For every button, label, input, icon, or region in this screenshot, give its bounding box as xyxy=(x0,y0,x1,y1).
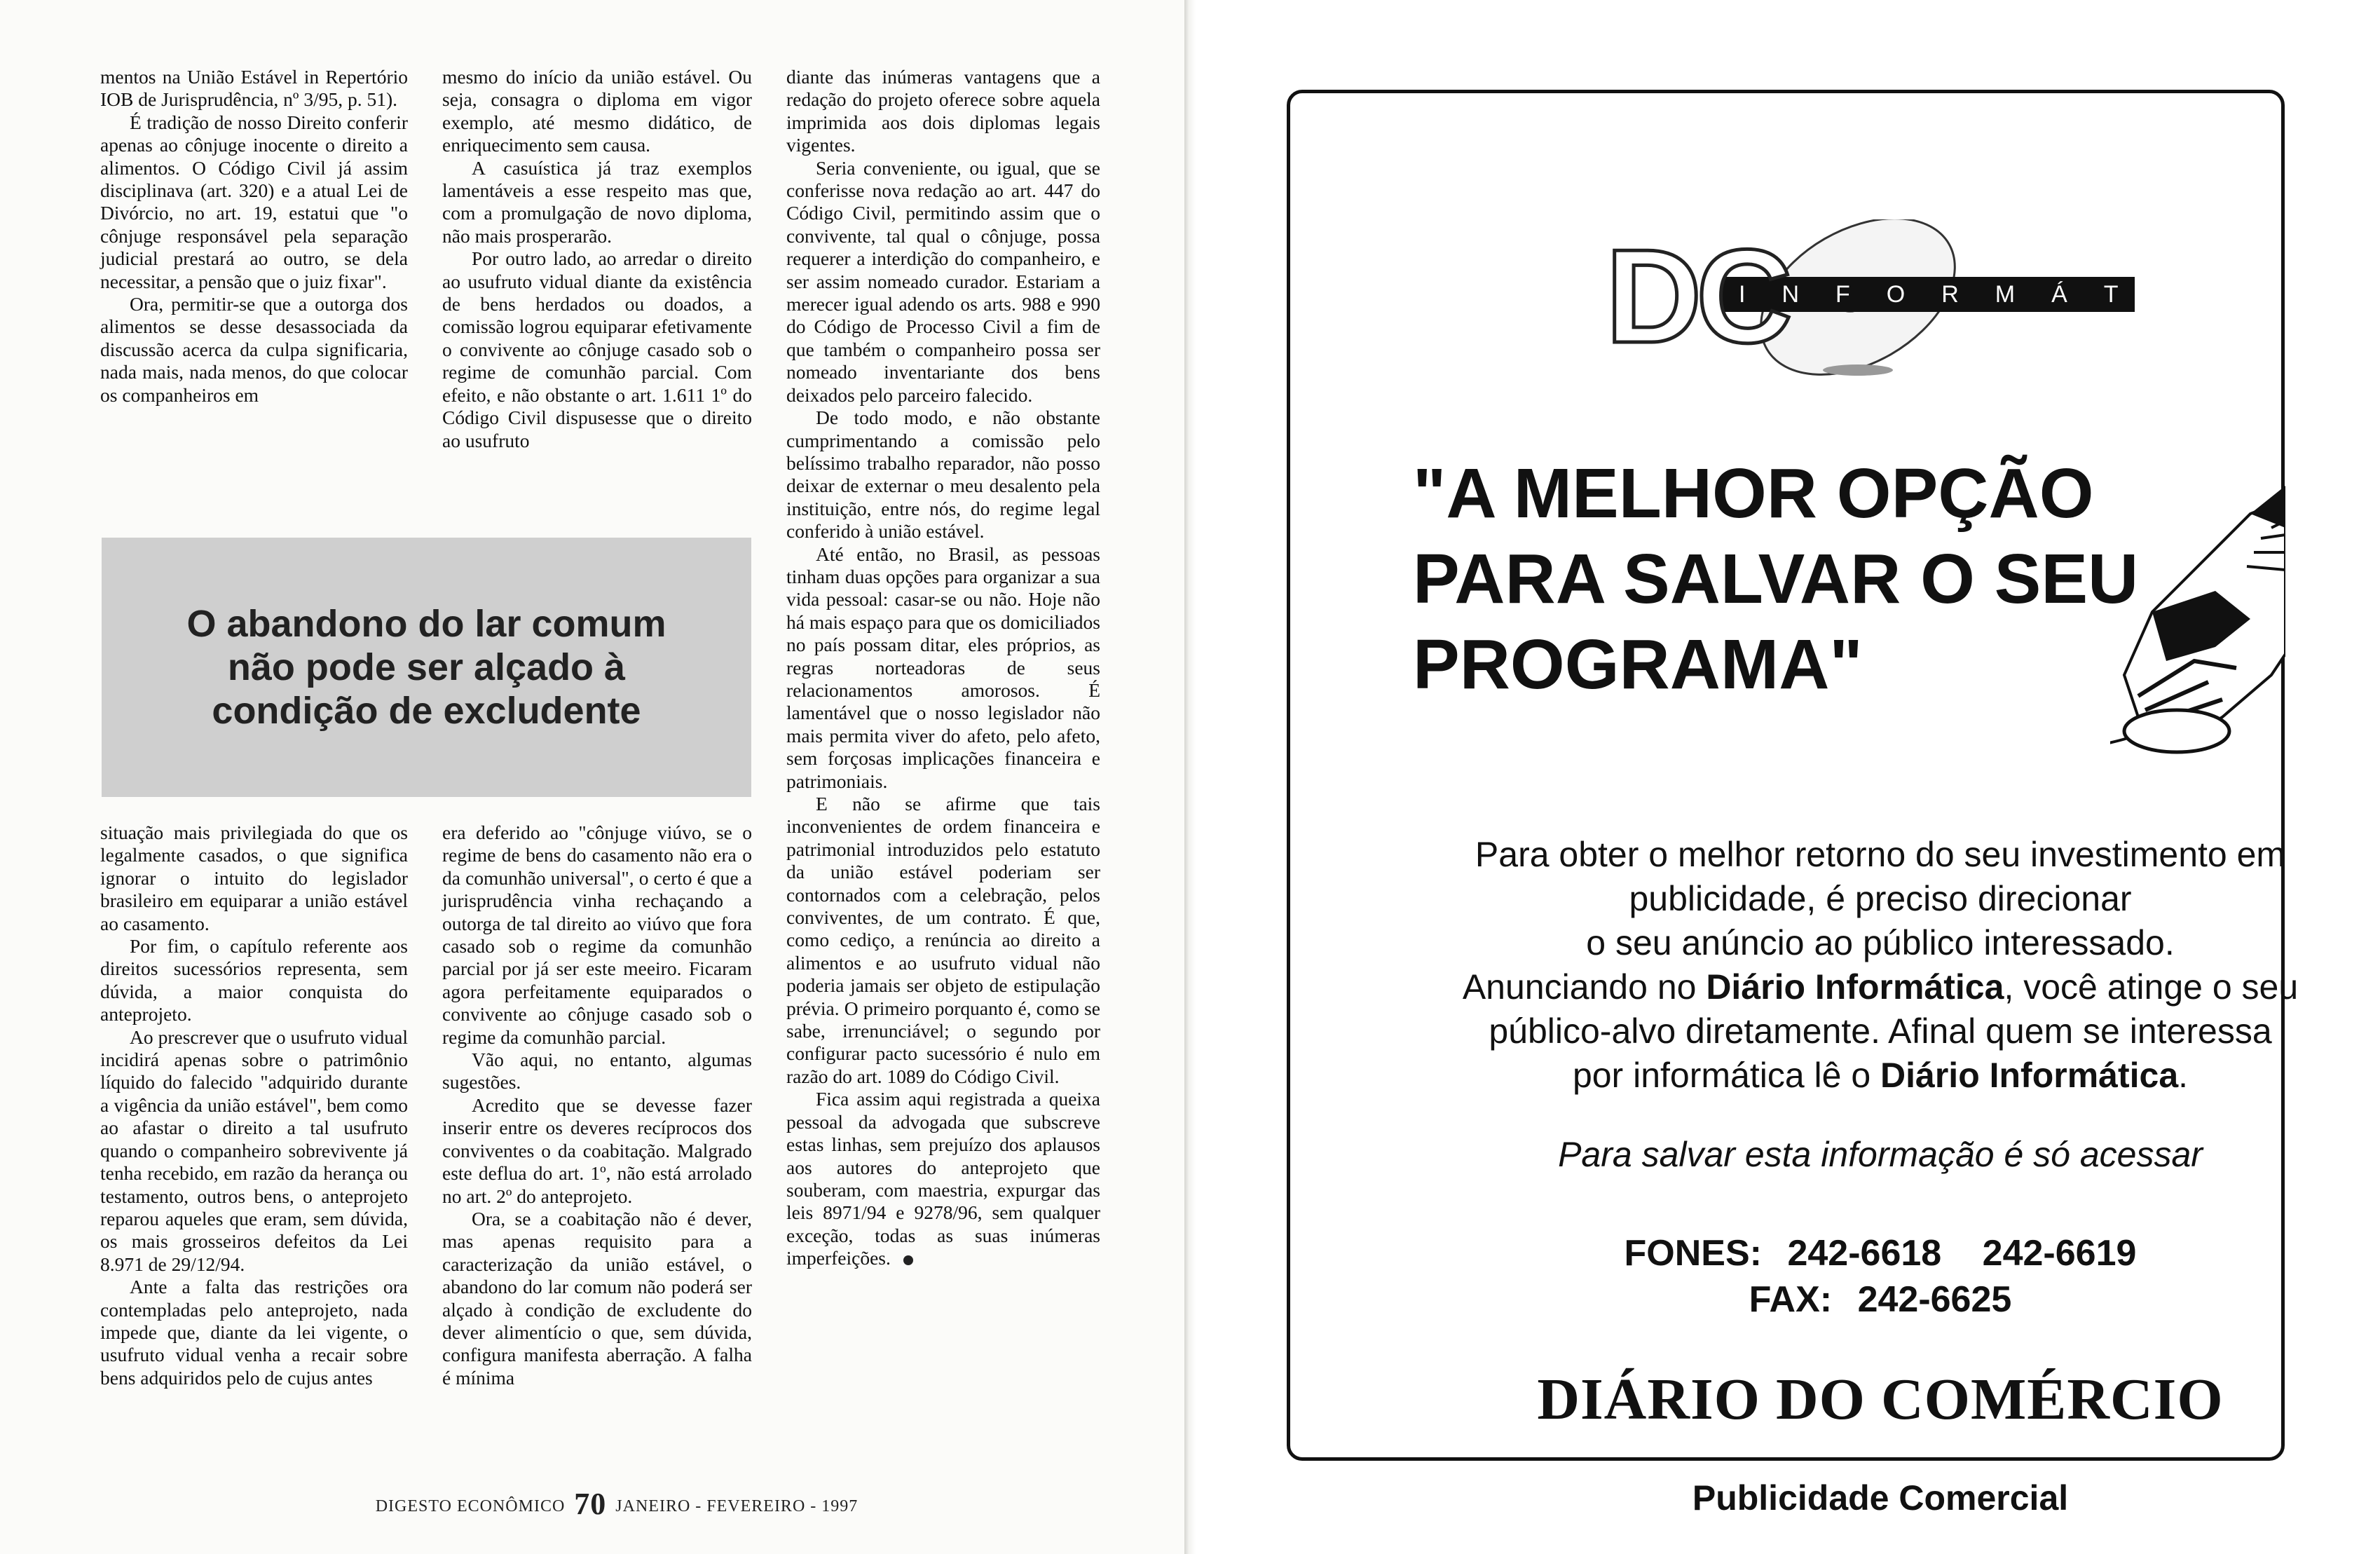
article-page xyxy=(0,0,1184,1554)
article-paragraph: era deferido ao "cônjuge viúvo, se o regime de bens do casamento não era o da comunhão universal", o certo é que a jurisprudência vinha rechaçando a outorga de tal direito ao viúvo que fora casado sob o regime da comunhão parcial por já ser este meeiro. Ficaram agora perfeitamente equiparados o convivente ao cônjuge casado sob o regime da comunhão parcial. xyxy=(442,822,752,1048)
footer-publication: DIGESTO ECONÔMICO xyxy=(375,1497,566,1515)
contact-phones xyxy=(1395,1230,2365,1323)
pull-quote-box xyxy=(102,538,751,797)
ad-body-text: por informática lê o xyxy=(1572,1056,1881,1095)
ad-body-line: publicidade, é preciso direcionar xyxy=(1629,879,2132,918)
ad-body-line: público-alvo diretamente. Afinal quem se interessa xyxy=(1489,1011,2272,1051)
diario-do-comercio-logo: DIÁRIO DO COMÉRCIO xyxy=(1537,1367,2224,1432)
article-paragraph: Ora, permitir-se que a outorga dos alimentos se desse desassociada da discussão acerca da culpa significaria, nada mais, nada menos, do que colocar os companheiros em xyxy=(100,293,408,406)
article-paragraph: Ante a falta das restrições ora contempladas pelo anteprojeto, nada impede que, diante da lei vigente, o usufruto vidual venha a recair sobre bens adquiridos pelo de cujus antes xyxy=(100,1276,408,1389)
page-number: 70 xyxy=(574,1487,607,1521)
article-paragraph: É tradição de nosso Direito conferir apenas ao cônjuge inocente o direito a alimentos. O Código Civil já assim disciplinava (art. 320) e a atual Lei de Divórcio, no art. 19, estatui que "o cônjuge responsável pela separação judicial prestará ao outro, se dela necessitar, a pensão que o juiz fixar". xyxy=(100,111,408,292)
ad-body-line xyxy=(1395,1054,2365,1098)
article-paragraph: Ora, se a coabitação não é dever, mas apenas requisito para a caracterização da união estável, o abandono do lar comum não poderá ser alçado à condição de excludente do dever alimentício o que, sem dúvida, configura manifesta aberração. A falha é mínima xyxy=(442,1207,752,1389)
article-paragraph: Até então, no Brasil, as pessoas tinham duas opções para organizar a sua vida pessoal: casar-se ou não. Hoje não há mais espaço para que os domiciliados no país possam ditar, eles próprios, as regras norteadoras de seus relacionamentos amorosos. É lamentável que o nosso legislador não mais permita viver do afeto, pelo afeto, sem forçosas implicações financeira e patrimoniais. xyxy=(786,543,1100,792)
phones-line xyxy=(1395,1230,2365,1276)
ad-body-text: Anunciando no xyxy=(1462,967,1707,1007)
logo-band-text: INFORMÁTICA xyxy=(1739,280,2304,308)
article-paragraph: situação mais privilegiada do que os legalmente casados, o que significa ignorar o intuito do legislador brasileiro em equiparar a união estável ao casamento. xyxy=(100,822,408,934)
article-paragraph: Por fim, o capítulo referente aos direitos sucessórios representa, sem dúvida, a maior conquista do anteprojeto. xyxy=(100,935,408,1025)
article-paragraph: diante das inúmeras vantagens que a redação do projeto oferece sobre aquela imprimida aos dois diplomas legais vigentes. xyxy=(786,66,1100,156)
ad-body xyxy=(1395,833,2365,1098)
phones-label: FONES: xyxy=(1624,1233,1762,1274)
phone-number: 242-6619 xyxy=(1982,1233,2137,1274)
page-footer xyxy=(350,1486,883,1522)
ad-headline: "A MELHOR OPÇÃO PARA SALVAR O SEU PROGRAMA" xyxy=(1413,454,2139,704)
article-paragraph: Por outro lado, ao arredar o direito ao usufruto vidual diante da existência de bens herdados ou doados, a comissão logrou equiparar efetivamente o convivente ao cônjuge casado sob o regime de comunhão parcial. Com efeito, e não obstante o art. 1.611 1º do Código Civil dispusesse que o direito ao usufruto xyxy=(442,247,752,451)
article-paragraph: A casuística já traz exemplos lamentáveis a esse respeito mas que, com a promulgação de novo diploma, não mais prosperarão. xyxy=(442,156,752,247)
hand-on-mouse-icon xyxy=(2110,486,2285,808)
article-paragraph: Seria conveniente, ou igual, que se conferisse nova redação ao art. 447 do Código Civil, permitindo assim que o convivente, tal qual o cônjuge, possa requerer a interdição do companheiro, e ser assim nomeado curador. Estariam a merecer igual adendo os arts. 988 e 990 do Código de Processo Civil a fim de que também o companheiro possa ser nomeado inventariante dos bens deixados pelo parceiro falecido. xyxy=(786,156,1100,406)
article-paragraph: Fica assim aqui registrada a queixa pessoal da advogada que subscreve estas linhas, sem prejuízo dos aplausos aos autores do anteprojeto que souberam, com maestria, expurgar das leis 8971/94 e 9278/96, sem qualquer exceção, todas as suas inúmeras imperfeições. xyxy=(786,1088,1100,1269)
ad-frame xyxy=(1287,90,2304,1518)
ad-body-brand: Diário Informática xyxy=(1880,1056,2179,1095)
article-column-1-top xyxy=(100,66,408,407)
ad-body-brand: Diário Informática xyxy=(1706,967,2004,1007)
brand-subtitle: Publicidade Comercial xyxy=(1692,1478,2069,1518)
advertisement-page xyxy=(1196,0,2380,1554)
article-paragraph: Vão aqui, no entanto, algumas sugestões. xyxy=(442,1049,752,1093)
fax-label: FAX: xyxy=(1749,1279,1833,1320)
article-paragraph: De todo modo, e não obstante cumprimentando a comissão pelo belíssimo trabalho reparador, não posso deixar de externar o meu desalento pela instituição, entre nós, do regime legal conferido à união estável. xyxy=(786,407,1100,543)
article-paragraph: mesmo do início da união estável. Ou seja, consagra o diploma em vigor exemplo, até mesmo didático, de enriquecimento sem causa. xyxy=(442,66,752,156)
ad-slogan: Para salvar esta informação é só acessar xyxy=(1558,1135,2203,1174)
article-column-1-bottom xyxy=(100,822,408,1389)
fax-number: 242-6625 xyxy=(1857,1279,2012,1320)
footer-date: JANEIRO - FEVEREIRO - 1997 xyxy=(615,1497,859,1515)
article-paragraph: Ao prescrever que o usufruto vidual incidirá apenas sobre o patrimônio líquido do falecido "adquirido durante a vigência da união estável", bem como ao afastar o direito a tal usufruto quando o companheiro sobrevivente já tenha recebido, em razão da herança ou testamento, outros bens, o anteprojeto reparou aqueles que eram, sem dúvida, os mais grosseiros defeitos da Lei 8.971 de 29/12/94. xyxy=(100,1025,408,1275)
logo-letters: DC xyxy=(1606,222,1787,371)
article-column-2-top xyxy=(442,66,752,452)
page-gutter xyxy=(1184,0,1196,1554)
ad-body-text: . xyxy=(2178,1056,2189,1095)
article-paragraph: Acredito que se devesse fazer inserir entre os deveres recíprocos dos conviventes o da coabitação. Malgrado este deflua do art. 1º, não está arrolado no art. 2º do anteprojeto. xyxy=(442,1093,752,1207)
article-paragraph: mentos na União Estável in Repertório IOB de Jurisprudência, nº 3/95, p. 51). xyxy=(100,66,408,111)
article-column-2-bottom xyxy=(442,822,752,1389)
ad-body-line: o seu anúncio ao público interessado. xyxy=(1586,923,2175,962)
ad-body-line xyxy=(1395,965,2365,1009)
article-paragraph: E não se afirme que tais inconvenientes de ordem financeira e patrimonial introduzidos pelo estatuto da união estável poderiam ser contornados com a celebração, pelos conviventes, de um contrato. É que, como cediço, a renúncia ao direito a alimentos e ao usufruto vidual não poderia jamais ser objeto de estipulação prévia. O primeiro porquanto é, como se sabe, irrenunciável; o segundo por configurar pacto sucessório é nulo em razão do art. 1089 do Código Civil. xyxy=(786,793,1100,1087)
fax-line xyxy=(1395,1276,2365,1323)
ad-body-line: Para obter o melhor retorno do seu investimento em xyxy=(1475,835,2286,874)
pull-quote: O abandono do lar comum não pode ser alçado à condição de excludente xyxy=(186,603,666,732)
end-of-article-icon xyxy=(903,1255,913,1265)
article-column-3 xyxy=(786,66,1100,1270)
dc-informatica-logo xyxy=(1606,219,2304,388)
ad-body-text: , você atinge o seu xyxy=(2004,967,2299,1007)
phone-number: 242-6618 xyxy=(1787,1233,1942,1274)
